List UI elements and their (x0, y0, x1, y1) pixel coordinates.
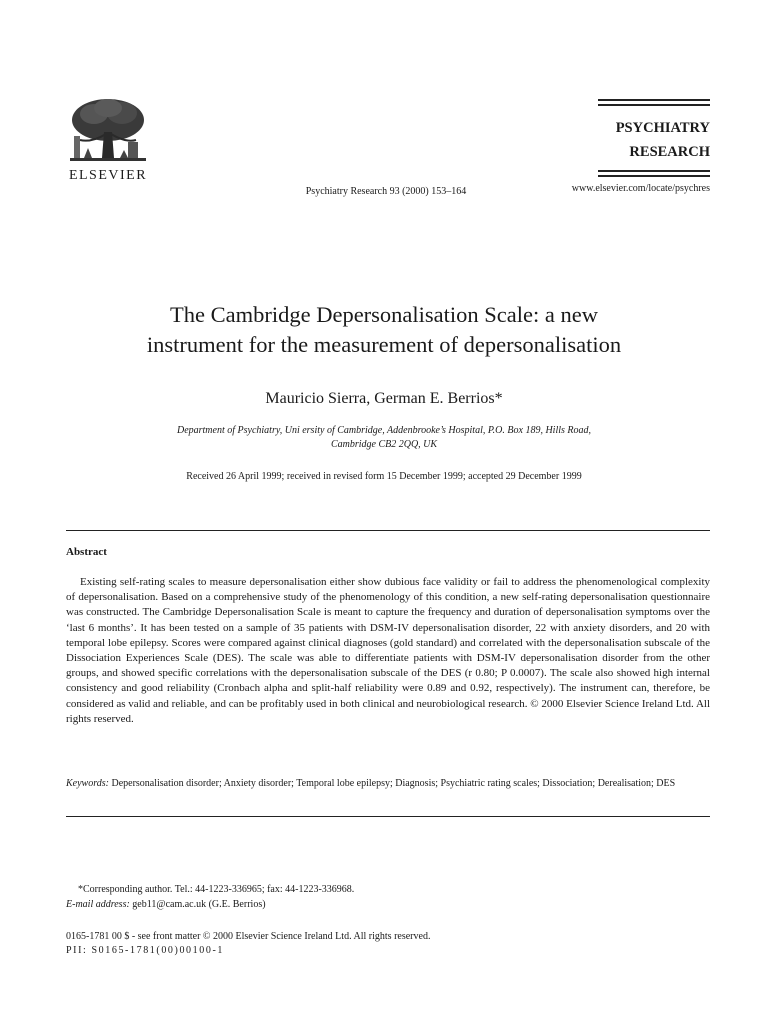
abstract-text: Existing self-rating scales to measure depersonalisation either show dubious face validity or fail to address the phenomenological complexity of depersonalisation. Based on a comprehensive study of the phenomenology of this condition, a new self-rating depersonalisation questionnaire was constructed. The Cambridge Depersonalisation Scale is meant to capture the frequency and duration of depersonalisation symptoms over the ‘last 6 months’. It has been tested on a sample of 35 patients with DSM-IV depersonalisation disorder, 22 with anxiety disorders, and 20 with temporal lobe epilepsy. Scores were compared against clinical diagnoses (gold standard) and correlated with the depersonalisation subscale of the Dissociation Experiences Scale (DES). The scale was able to differentiate patients with DSM-IV depersonalisation disorder from the other groups, and showed specific correlations with the depersonalisation subscale of the DES (r 0.80; P 0.0007). The scale also showed high internal consistency and good reliability (Cronbach alpha and split-half reliability were 0.89 and 0.92, respectively). The instrument can, therefore, be considered as valid and reliable, and can be profitably used in both clinical and neurobiological research. © 2000 Elsevier Science Ireland Ltd. All rights reserved. (66, 576, 710, 725)
journal-title-line1: PSYCHIATRY (615, 120, 710, 136)
abstract-heading: Abstract (66, 546, 107, 558)
article-title-line2: instrument for the measurement of depersonalisation (146, 332, 622, 357)
article-title-line1: The Cambridge Depersonalisation Scale: a new (170, 302, 598, 327)
keywords-text: Depersonalisation disorder; Anxiety disorder; Temporal lobe epilepsy; Diagnosis; Psychiatric rating scales; Dissociation; Derealisation; DES (111, 778, 676, 789)
affiliation-line2: Cambridge CB2 2QQ, UK (330, 439, 438, 450)
pii-line: PII: S0165-1781(00)00100-1 (66, 945, 224, 956)
abstract-bottom-rule (66, 816, 710, 817)
elsevier-tree-icon (66, 96, 150, 166)
article-title (84, 300, 684, 360)
header-rule-bottom (598, 170, 710, 172)
header-rule-top-2 (598, 104, 710, 106)
email-address[interactable]: geb11@cam.ac.uk (G.E. Berrios) (132, 899, 266, 910)
email-line (66, 897, 710, 912)
copyright-line: 0165-1781 00 $ - see front matter © 2000 Elsevier Science Ireland Ltd. All rights reserved. (66, 931, 431, 942)
email-label: E-mail address: (66, 899, 130, 910)
keywords (66, 776, 710, 791)
corresponding-author: *Corresponding author. Tel.: 44-1223-336965; fax: 44-1223-336968. (78, 884, 355, 895)
publisher-name: ELSEVIER (68, 168, 148, 183)
received-dates: Received 26 April 1999; received in revised form 15 December 1999; accepted 29 December 1999 (186, 471, 582, 482)
corresponding-footnote (66, 882, 710, 912)
authors: Mauricio Sierra, German E. Berrios* (265, 390, 503, 407)
abstract-top-rule (66, 530, 710, 531)
keywords-label: Keywords: (66, 778, 109, 789)
header-rule-top (598, 99, 710, 101)
journal-title-line2: RESEARCH (629, 144, 710, 160)
journal-url[interactable]: www.elsevier.com/locate/psychres (571, 183, 710, 194)
elsevier-logo (66, 96, 150, 183)
journal-title (560, 116, 710, 164)
copyright-block (66, 930, 710, 958)
affiliation-line1: Department of Psychiatry, Uni ersity of Cambridge, Addenbrooke’s Hospital, P.O. Box 189, Hills Road, (176, 425, 592, 436)
header-rule-bottom-2 (598, 175, 710, 177)
affiliation (130, 424, 638, 452)
journal-citation: Psychiatry Research 93 (2000) 153–164 (305, 186, 467, 197)
